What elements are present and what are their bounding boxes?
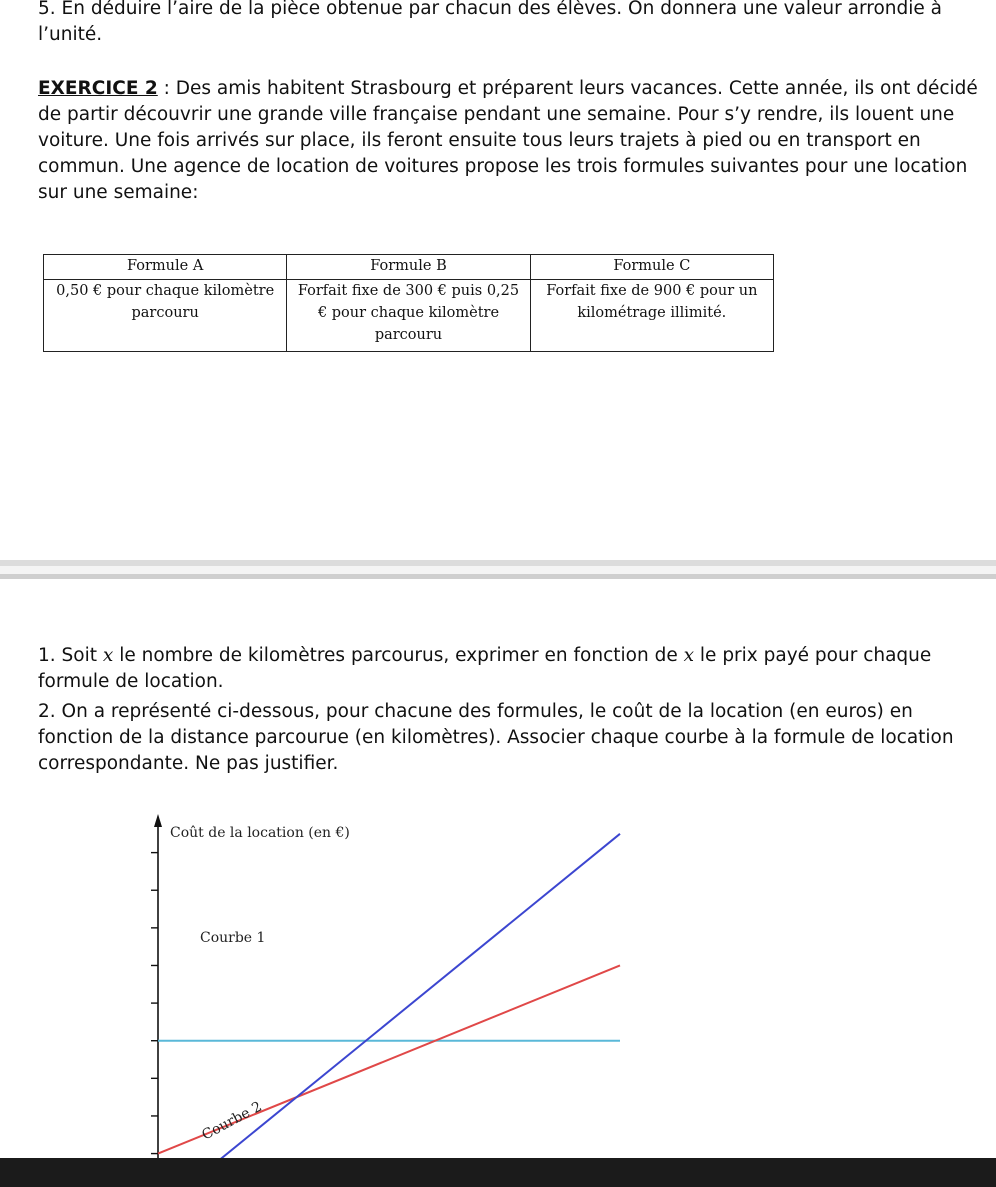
y-axis-ticks <box>151 853 158 1154</box>
courbe-2-label: Courbe 2 <box>199 1098 265 1144</box>
question-5: 5. En déduire l’aire de la pièce obtenue par chacun des élèves. On donnera une valeur arrondie à l’unité. <box>38 0 942 45</box>
series-group <box>158 834 620 1160</box>
q1-variable-x: x <box>102 645 114 666</box>
table-header-row <box>44 255 774 280</box>
y-axis-label: Coût de la location (en €) <box>170 825 350 841</box>
q1-part1: 1. Soit <box>38 645 103 666</box>
header-formule-b: Formule B <box>287 255 530 280</box>
q1-part3: le prix payé pour chaque formule de location. <box>38 645 932 692</box>
header-formule-c: Formule C <box>530 255 773 280</box>
header-formule-a: Formule A <box>44 255 287 280</box>
question-2: 2. On a représenté ci-dessous, pour chacune des formules, le coût de la location (en euros) en fonction de la distance parcourue (en kilomètres). Associer chaque courbe à la formule de location correspondante. Ne pas justifier. <box>38 701 954 774</box>
q1-part2: le nombre de kilomètres parcourus, exprimer en fonction de <box>113 645 684 666</box>
formulas-table <box>43 254 774 352</box>
y-axis-arrow-icon <box>154 814 162 827</box>
exercise-2-intro <box>38 76 988 206</box>
cell-formule-c: Forfait fixe de 900 € pour un kilométrage illimité. <box>530 280 773 352</box>
bottom-bar <box>0 1158 996 1187</box>
exercise-2-label: EXERCICE 2 <box>38 78 158 99</box>
table-row <box>44 280 774 352</box>
q1-variable-x-2: x <box>683 645 695 666</box>
courbe-1-label: Courbe 1 <box>200 930 266 946</box>
page-divider-shade <box>0 566 996 574</box>
series-line-3 <box>158 834 620 1160</box>
cost-chart <box>0 800 996 1160</box>
page-divider-bottom <box>0 574 996 579</box>
question-1 <box>38 643 988 695</box>
exercise-2-text: : Des amis habitent Strasbourg et préparent leurs vacances. Cette année, ils ont décidé de partir découvrir une grande ville française pendant une semaine. Pour s’y rendre, ils louent une voiture. Une fois arrivés sur place, ils feront ensuite tous leurs trajets à pied ou en transport en commun. Une agence de location de voitures propose les trois formules suivantes pour une location sur une semaine: <box>38 78 978 203</box>
cell-formule-b: Forfait fixe de 300 € puis 0,25 € pour chaque kilomètre parcouru <box>287 280 530 352</box>
cell-formule-a: 0,50 € pour chaque kilomètre parcouru <box>44 280 287 352</box>
